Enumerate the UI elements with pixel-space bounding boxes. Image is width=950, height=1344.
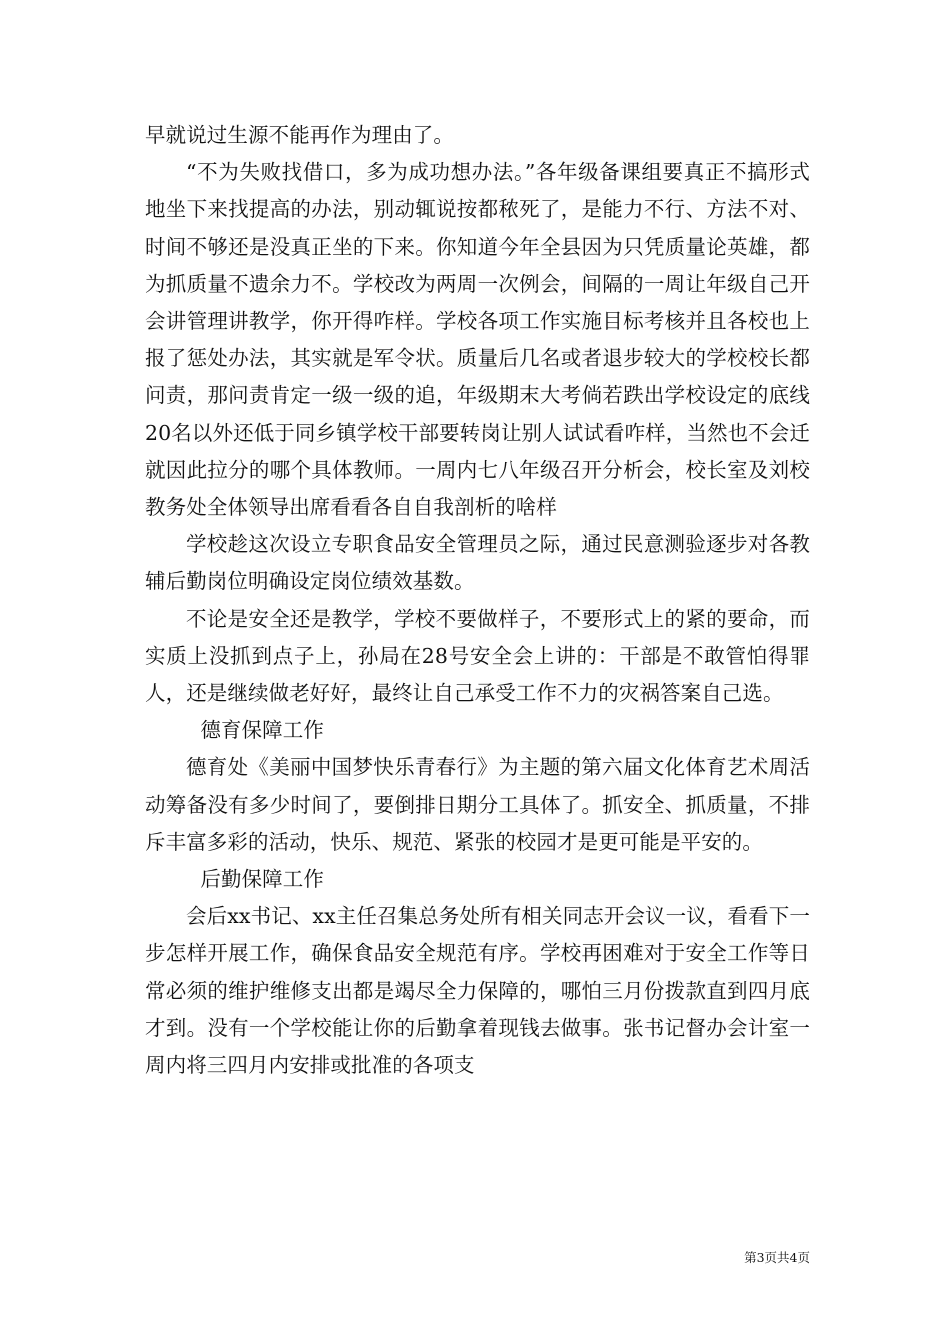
paragraph-6: 会后xx书记、xx主任召集总务处所有相关同志开会议一议，看看下一步怎样开展工作，确保食品安全规范有序。学校再困难对于安全工作等日常必须的维护维修支出都是竭尽全力保障的，哪怕三月份拨款直到四月底才到。没有一个学校能让你的后勤拿着现钱去做事。张书记督办会计室一周内将三四月内安排或批准的各项支 xyxy=(145,904,810,1078)
section-heading-logistics: 后勤保障工作 xyxy=(200,867,324,892)
document-body xyxy=(145,117,810,1084)
paragraph-4: 不论是安全还是教学，学校不要做样子，不要形式上的紧的要命，而实质上没抓到点子上，孙局在28号安全会上讲的：干部是不敢管怕得罪人，还是继续做老好好，最终让自己承受工作不力的灾祸答案自己选。 xyxy=(145,606,810,706)
paragraph-5: 德育处《美丽中国梦快乐青春行》为主题的第六届文化体育艺术周活动筹备没有多少时间了，要倒排日期分工具体了。抓安全、抓质量，不排斥丰富多彩的活动，快乐、规范、紧张的校园才是更可能是平安的。 xyxy=(145,755,810,854)
section-heading-moral-education: 德育保障工作 xyxy=(200,718,324,743)
paragraph-2: “不为失败找借口，多为成功想办法。”各年级备课组要真正不搞形式地坐下来找提高的办法，别动辄说按都秾死了，是能力不行、方法不对、时间不够还是没真正坐的下来。你知道今年全县因为只凭质量论英雄，都为抓质量不遗余力不。学校改为两周一次例会，间隔的一周让年级自己开会讲管理讲教学，你开得咋样。学校各项工作实施目标考核并且各校也上报了惩处办法，其实就是军令状。质量后几名或者退步较大的学校校长都问责，那问责肯定一级一级的追，年级期末大考倘若跌出学校设定的底线20名以外还低于同乡镇学校干部要转岗让别人试试看咋样，当然也不会迁就因此拉分的哪个具体教师。一周内七八年级召开分析会，校长室及刘校教务处全体领导出席看看各自自我剖析的啥样 xyxy=(145,160,810,520)
page-number-footer: 第3页共4页 xyxy=(744,1250,810,1265)
paragraph-3: 学校趁这次设立专职食品安全管理员之际，通过民意测验逐步对各教辅后勤岗位明确设定岗位绩效基数。 xyxy=(145,532,810,594)
paragraph-1: 早就说过生源不能再作为理由了。 xyxy=(145,123,454,147)
